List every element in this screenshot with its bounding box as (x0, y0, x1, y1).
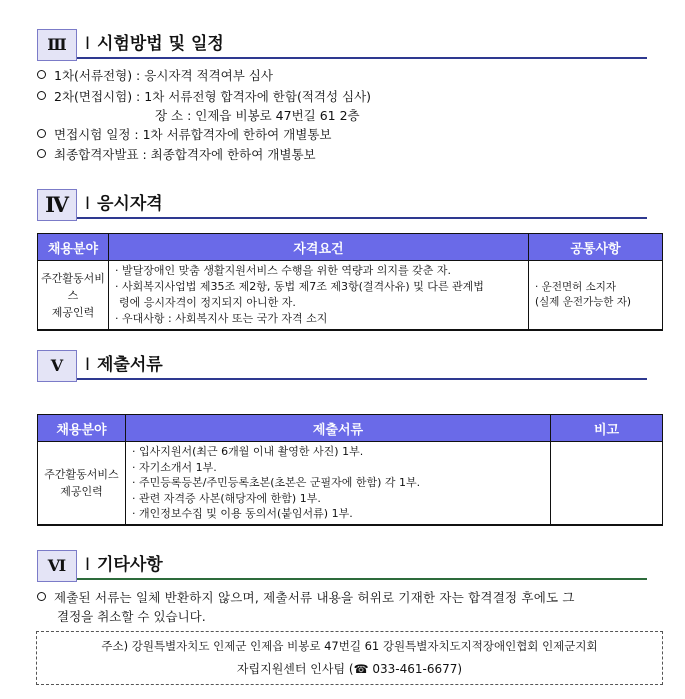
schedule-line-2: 2차(면접시험) : 1차 서류전형 합격자에 한함(적격성 심사) (37, 88, 371, 106)
documents-table (37, 414, 663, 526)
section-rule (77, 378, 647, 380)
category-cell: 주간활동서비스 제공인력 (38, 442, 126, 525)
circle-bullet-icon (37, 91, 46, 100)
schedule-location: 장 소 : 인제읍 비봉로 47번길 61 2층 (155, 108, 360, 123)
requirements-cell (109, 261, 529, 331)
section-number: Ⅵ (37, 550, 77, 582)
schedule-line-3: 면접시험 일정 : 1차 서류합격자에 한하여 개별통보 (37, 126, 332, 144)
contact-phone: 033-461-6677 (372, 662, 458, 676)
category-cell: 주간활동서비스 제공인력 (38, 261, 109, 331)
section-rule (77, 578, 647, 580)
table-header: 제출서류 (126, 415, 551, 442)
document-item: · 자기소개서 1부. (132, 460, 217, 474)
table-header: 채용분야 (38, 415, 126, 442)
section-title: 제출서류 (97, 355, 163, 375)
section-header-exam-method (37, 29, 647, 63)
section-separator: I (85, 355, 91, 375)
table-header: 채용분야 (38, 234, 109, 261)
section-title: 기타사항 (97, 555, 163, 575)
section-number: Ⅴ (37, 350, 77, 382)
section-separator: I (85, 34, 91, 54)
schedule-line-4: 최종합격자발표 : 최종합격자에 한하여 개별통보 (37, 146, 316, 164)
requirement-item: · 사회복지사업법 제35조 제2항, 동법 제7조 제3항(결격사유) 및 다른 관계법 (115, 280, 484, 293)
requirement-item-cont: 령에 응시자격이 정지되지 아니한 자. (119, 296, 296, 309)
contact-address: 주소) 강원특별자치도 인제군 인제읍 비봉로 47번길 61 강원특별자치도지적장애인협회 인제군지회 (101, 639, 598, 653)
requirement-item: · 우대사항 : 사회복지사 또는 국가 자격 소지 (115, 312, 328, 325)
contact-center: 자립지원센터 인사팀 (236, 662, 346, 676)
documents-cell (126, 442, 551, 525)
circle-bullet-icon (37, 129, 46, 138)
section-separator: I (85, 555, 91, 575)
document-item: · 주민등록등본/주민등록초본(초본은 군필자에 한함) 각 1부. (132, 476, 421, 489)
contact-box (36, 631, 663, 685)
section-rule (77, 217, 647, 219)
notice-line-2: 결정을 취소할 수 있습니다. (57, 609, 206, 624)
remarks-cell (551, 442, 663, 525)
phone-icon: ☎ (353, 662, 369, 676)
circle-bullet-icon (37, 592, 46, 601)
contact-phone-line: 자립지원센터 인사팀 (☎ 033-461-6677) (236, 662, 463, 676)
common-requirements-cell: · 운전면허 소지자 (실제 운전가능한 자) (529, 261, 663, 331)
qualification-table (37, 233, 663, 331)
document-item: · 관련 자격증 사본(해당자에 한함) 1부. (132, 491, 321, 505)
section-separator: I (85, 194, 91, 214)
requirement-item: · 발달장애인 맞춤 생활지원서비스 수행을 위한 역량과 의지를 갖춘 자. (115, 264, 451, 277)
table-header: 자격요건 (109, 234, 529, 261)
section-rule (77, 57, 647, 59)
table-header: 비고 (551, 415, 663, 442)
circle-bullet-icon (37, 70, 46, 79)
notice-line-1: 제출된 서류는 일체 반환하지 않으며, 제출서류 내용을 허위로 기재한 자는 합격결정 후에도 그 (37, 589, 575, 607)
section-header-other (37, 550, 647, 584)
section-title: 응시자격 (97, 194, 163, 214)
section-number: Ⅳ (37, 189, 77, 221)
table-header: 공통사항 (529, 234, 663, 261)
section-header-documents (37, 350, 647, 384)
schedule-line-1: 1차(서류전형) : 응시자격 적격여부 심사 (37, 67, 273, 85)
circle-bullet-icon (37, 149, 46, 158)
section-number: Ⅲ (37, 29, 77, 61)
section-title: 시험방법 및 일정 (97, 34, 224, 54)
document-item: · 입사지원서(최근 6개월 이내 촬영한 사진) 1부. (132, 445, 364, 458)
section-header-qualification (37, 189, 647, 223)
document-item: · 개인정보수집 및 이용 동의서(붙임서류) 1부. (132, 507, 353, 520)
